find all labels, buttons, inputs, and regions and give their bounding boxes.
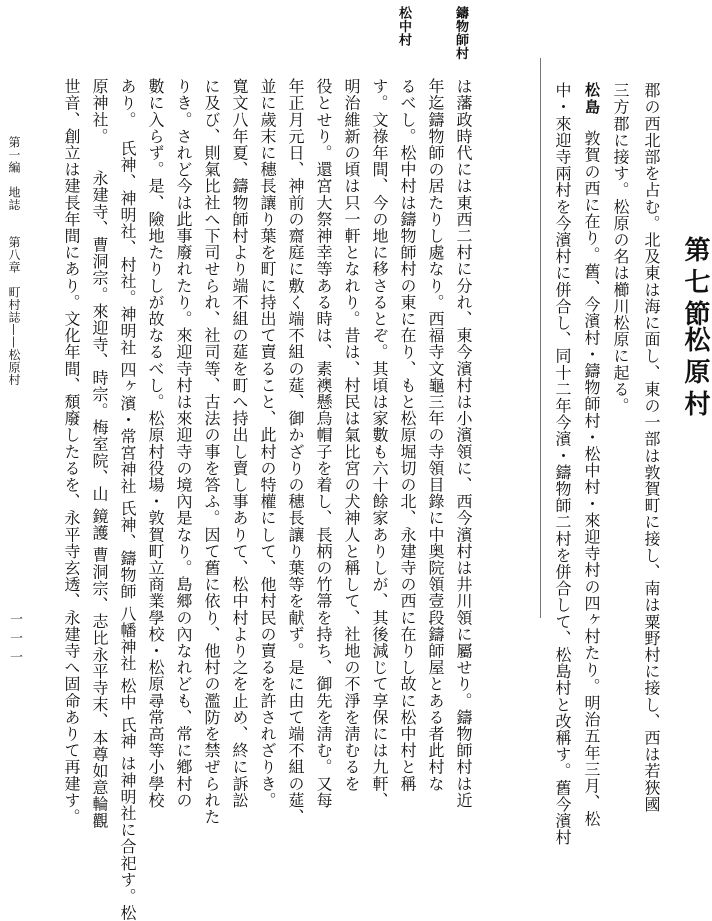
footer-part-title: 地誌 (7, 186, 21, 211)
intro-line-1: 郡の西北部を占む。北及東は海に面し、東の一部は敦賀町に接し、南は粟野村に接し、西は若狹國 (642, 82, 661, 813)
matsushima-heading: 松島 (583, 82, 601, 116)
footer-part: 第一編 (7, 136, 21, 174)
intro-line-2: 三方郡に接す。松原の名は櫛川松原に起る。 (611, 82, 630, 414)
body-line-3: るべし。松中村は鑄物師村の東に在り、もと松原堀切の北、永建寺の西に在りし故に松中村と稱 (398, 78, 417, 792)
matsushima-line-2: 中・來迎寺兩村を今濱村に併合し、同十二年今濱・鑄物師二村を併合して、松島村と改稱す。舊今濱村 (553, 82, 572, 846)
matsushima-line-1: 敦賀の西に在り。舊、今濱村・鑄物師村・松中村・來迎寺村の四ヶ村たり。明治五年三月、松 (582, 130, 601, 828)
shrines-line-2: 原神社。 (90, 78, 109, 145)
page-divider (540, 58, 541, 618)
body-line-5: 明治維新の頃は只一軒となれり。昔は、村民は氣比宮の犬神人と稱して、社地の不淨を淸むるを (342, 78, 361, 792)
section-title: 松原村 (680, 326, 710, 422)
running-header-village: 松中村 (396, 6, 411, 47)
body-line-11: りき。されど今は此事廢れたり。來迎寺村は來迎寺の境內是なり。島郷の內なれども、常に鄕村の (174, 78, 193, 809)
body-line-6: 役とせり。還宮大祭神幸等ある時は、素襖懸烏帽子を着し、長柄の竹箒を持ち、御先を淸む。又每 (314, 78, 333, 809)
body-line-12: 數に入らず。是、險地たりしが故なるべし。松原村役場・敦賀町立商業學校・松原尋常高等小學校 (146, 78, 165, 809)
page-number: 一一一 (7, 612, 22, 669)
body-line-1: は藩政時代には東西二村に分れ、東今濱村は小濱領に、西今濱村は井川領に屬せり。鑄物師村は近 (454, 78, 473, 809)
body-line-4: す。文祿年間、今の地に移さるとぞ。其頃は家數も六十餘家ありしが、其後減じて享保には九軒、 (370, 78, 389, 809)
body-line-13: あり。 (118, 78, 137, 128)
running-header-chapter: 鑄物師村 (453, 6, 468, 60)
body-line-8: 並に歲末に穗長讓り葉を町に持出て賣ること、此村の特權にして、他村民の賣るを許されざりき。 (258, 78, 277, 809)
body-line-10: に及び、則氣比社へ下司せられ、社司等、古法の事を答ふ。因て舊に依り、他村の濫防を禁ぜられた (202, 78, 221, 825)
temples-line-2: 世音、創立は建長年間にあり。文化年間、頹廢したるを、永平寺玄透、永建寺へ固命ありて再建す。 (62, 78, 81, 825)
footer-chapter: 第八章 (7, 236, 21, 274)
section-number: 第七節 (680, 236, 710, 332)
body-line-2: 年迄鑄物師の居たりし處なり。西福寺文龜三年の寺領目錄に中奥院領壹段鑄師屋とある者此村な (426, 78, 445, 792)
body-line-9: 寬文八年夏、鑄物師村より端不組の莚を町へ持出し賣し事ありて、松中村より之を止め、終に訴訟 (230, 78, 249, 809)
footer-chapter-title: 町村誌——松原村 (7, 286, 21, 386)
shrines-line-1: 氏神、神明社、村社。神明社 四ヶ濱・常宮神社 氏神、鑄物師 八幡神社 松中 氏神 は神明社に合祀す。松 (118, 140, 137, 921)
temples-line-1: 永建寺、曹洞宗。來迎寺、時宗。梅室院、山 鏡護 曹洞宗、志比永平寺末、本尊如意輪觀 (90, 170, 109, 829)
body-line-7: 年正月元日、神前の齋庭に敷く端不組の莚、御かざりの穗長讓り葉等を献ず。是に由て端不組の莚、 (286, 78, 305, 825)
